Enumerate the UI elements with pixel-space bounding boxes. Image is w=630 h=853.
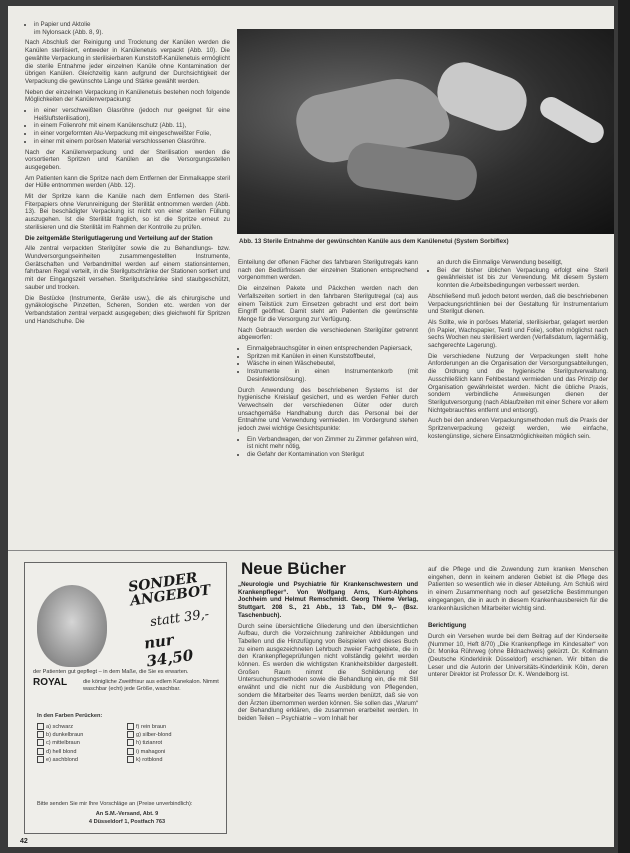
paragraph: Die einzelnen Pakete und Päckchen werden nach den Verfallszeiten sortiert in den fahrbaren Sterilgutregal (ca) aus einem Teilstück zum Einsetzen gebracht und erst dort beim Eingriff geöffnet. Damit steht am Patienten die gewünschte Menge für die Versorgung zur Verfügung. bbox=[238, 285, 418, 323]
books-section-title: Neue Bücher bbox=[241, 559, 346, 578]
book-review: Durch seine übersichtliche Gliederung und den übersichtlichen Aufbau, durch die Vorzeichnung zahlreicher Abbildungen und Tabellen und die Hinzufügung von Beispielen wird dieses Buch zu einem ausgezeichneten Lehrbuch zweier Fachgebiete, die in den Krankenpflegeprüfungen nicht vollständig gelehrt werden können. Es werden die wichtigsten Krankheitsbilder dargestellt. Großen Raum nimmt die Schilderung der Untersuchungsmethoden sowie die Behandlung ein, die mit Stil erwähnt und die nicht nur die Ausbildung von Pflegenden, sondern die Mitarbeiter des Teams werden benützt, daß sie von den Ärzten übernommen werden können. Sie sollen das „Warum“ der Behandlung erklären, die zusammen erarbeitet werden. In beiden Teilen – Psychiatrie – vom Inhalt her bbox=[238, 622, 418, 722]
color-option[interactable]: i) mahagoni bbox=[127, 748, 217, 756]
checkbox[interactable] bbox=[127, 739, 134, 746]
color-option[interactable]: f) rein braun bbox=[127, 723, 217, 731]
list-item: • Einmalgebrauchsgüter in einen entsprechenden Papiersack, bbox=[247, 345, 418, 353]
paragraph: Am Patienten kann die Spritze nach dem Entfernen der Einmalkappe steril der Hülle entnommen werden (Abb. 12). bbox=[25, 174, 230, 190]
book-review-continued: auf die Pflege und die Zuwendung zum kranken Menschen eingehen, denn in keinem anderen Gebiet ist die Pflege des Patienten so wesentlich wie in dieser Abteilung. Am Schluß wird in einem Zusammenhang noch auf gesetzliche Bestimmungen eingegangen, die in auch in diesem Krankenhausbereich für die krankenhäuslichen Mitarbeiter wichtig sind. bbox=[428, 566, 608, 612]
list-item: • Instrumente in einen Instrumentenkorb (mit Desinfektionslösung). bbox=[247, 368, 418, 383]
list-item: an durch die Einmalige Verwendung beseitigt, bbox=[437, 259, 563, 266]
color-options bbox=[37, 723, 217, 764]
ad-headline: SONDER ANGEBOT bbox=[127, 570, 212, 610]
old-price: statt 39,- bbox=[149, 606, 211, 631]
paragraph: Alle zentral verpackten Sterilgüter sowie die zu Behandlungs- bzw. Wundversorgungseinheiten zusammengestellten Instrumente, Gerätschaften und Verbandmittel werden auf einem stationsinternen, fahrbaren Regal verteilt, in die Sterilgutschränke der Stationen sortiert und mit der Eingangszeit versehen. Sterilgutschränke sind staubgeschützt, sauber und trocken. bbox=[25, 245, 230, 291]
brand-name: ROYAL bbox=[33, 677, 68, 688]
checkbox[interactable] bbox=[37, 723, 44, 730]
list-item: • in einem Folienrohr mit einem Kanülenschutz (Abb. 11), bbox=[34, 122, 230, 130]
order-text: Bitte senden Sie mir Ihre Vorschläge an (Preise unverbindlich): bbox=[37, 801, 193, 807]
paragraph: Abschließend muß jedoch betont werden, daß die beschriebenen Verpackungsrichtlinien bei der Gestaltung für Instrumentarium und Sterilgut dienen. bbox=[428, 292, 608, 316]
paragraph: Auch bei den anderen Verpackungsmethoden muß die Praxis der Spritzenverpackung gezeigt werden, wie einfache, kostengünstige, sichere Einsatzmöglichkeiten möglich sein. bbox=[428, 417, 608, 440]
checkbox[interactable] bbox=[127, 748, 134, 755]
list-item: • in einer mit einem porösen Material verschlossenen Glasröhre. bbox=[34, 138, 230, 146]
paragraph: Nach Gebrauch werden die verschiedenen Sterilgüter getrennt abgeworfen: bbox=[238, 326, 418, 342]
color-option[interactable]: c) mittelbraun bbox=[37, 739, 127, 747]
section-heading: Die zeitgemäße Sterilgutlagerung und Verteilung auf der Station bbox=[25, 234, 213, 242]
checkbox[interactable] bbox=[127, 731, 134, 738]
paragraph: Neben der einzelnen Verpackung in Kanülenetuis bestehen noch folgende Möglichkeiten der Kanülenverpackung: bbox=[25, 88, 230, 104]
book-title: „Neurologie und Psychiatrie für Krankenschwestern und Krankenpfleger“. Von Wolfgang Arns, Kurt-Alphons Jochheim und Helmut Remschmidt. Georg Thieme Verlag, Stuttgart. 208 S., 21 Abb., 13 Tab., DM 9,– (Bsz. Taschenbuch). bbox=[238, 581, 418, 619]
paragraph: Die Bestücke (Instrumente, Geräte usw.), die als chirurgische und gynäkologische Pinzetten, Scheren, Sonden etc. werden von der Verbandstation zentral verpackt ausgegeben; dies gleichwohl für Spritzen und Handschuhe. Die bbox=[25, 294, 230, 325]
middle-column bbox=[238, 259, 418, 462]
company-name: An S.M.-Versand, Abt. 9 bbox=[95, 811, 159, 817]
color-option[interactable]: e) aschblond bbox=[37, 756, 127, 764]
photo-cannula-shape bbox=[536, 93, 608, 147]
page-edge-shadow bbox=[618, 0, 630, 853]
list-item: • in einer vorgeformten Alu-Verpackung mit eingeschweißter Folie, bbox=[34, 130, 230, 138]
books-column-right bbox=[428, 566, 608, 682]
list-item: • in einer verschweißten Glasröhre (jedoch nur geeignet für eine Heißluftsterilisation), bbox=[34, 107, 230, 122]
paragraph: Nach Abschluß der Reinigung und Trocknung der Kanülen werden die Kanülen sterilisiert, entweder in Kanülenetuis verpackt (Abb. 10). Die gewählte Verpackung in sterilisierbaren Kunststoff-Kanülenetuis ermöglicht die sterile Entnahme jeder einzelnen Kanüle ohne Kontamination der übrigen Kanülen. Gleichzeitig kann aufgrund der Durchsichtigkeit der Verpackung die gewünschte Länge und Stärke gewählt werden. bbox=[25, 39, 230, 85]
color-option[interactable]: g) silber-blond bbox=[127, 731, 217, 739]
right-column bbox=[428, 259, 608, 443]
list-item: • Spritzen mit Kanülen in einen Kunststoffbeutel, bbox=[247, 353, 418, 361]
list-item: • Bei der bisher üblichen Verpackung erfolgt eine Steril gewährleistet ist bis zur Verwendung. Mit diesem System konnten die Arbeitsbedingungen verbessert werden. bbox=[437, 267, 608, 290]
checkbox[interactable] bbox=[127, 756, 134, 763]
model-photo bbox=[37, 585, 107, 667]
figure-caption: Abb. 13 Sterile Entnahme der gewünschten Kanüle aus dem Kanülenetui (System Sorbiflex) bbox=[239, 238, 509, 245]
paragraph: Nach der Kanülenverpackung und der Sterilisation werden die vorsortierten Spritzen und Kanülen an die Versorgungsstellen ausgegeben. bbox=[25, 148, 230, 171]
color-option[interactable]: k) rotblond bbox=[127, 756, 217, 764]
checkbox[interactable] bbox=[37, 756, 44, 763]
color-option[interactable]: a) schwarz bbox=[37, 723, 127, 731]
left-column bbox=[25, 21, 230, 328]
books-column-left bbox=[238, 581, 418, 726]
figure-photo bbox=[237, 29, 614, 234]
paragraph: Mit der Spritze kann die Kanüle nach dem Entfernen des Steril-Fiterpapiers ohne Verunreinigung der Sterilität entnommen werden (Abb. 13). Bei beschädigter Verpackung ist nicht von einer sterilen Füllung auszugehen. Ist die Sterilität fraglich, so ist die Spritze erneut zu sterilisieren und die Sterilität im Rahmen der Kontrolle zu prüfen. bbox=[25, 193, 230, 231]
color-option[interactable]: b) dunkelbraun bbox=[37, 731, 127, 739]
colors-intro: In den Farben Perücken: bbox=[37, 713, 103, 719]
photo-shadow-shape bbox=[345, 140, 480, 203]
brand-description: die königliche Zweitfrisur aus edlem Kanekalon. Nimmt waschbar (echt) jede Größe, waschbar. bbox=[83, 679, 219, 692]
checkbox[interactable] bbox=[127, 723, 134, 730]
section-divider bbox=[8, 550, 614, 551]
ad-tagline: der Patienten gut gepflegt – in dem Maße, die Sie es erwarten. bbox=[33, 669, 189, 675]
new-price: nur 34,50 bbox=[142, 630, 195, 671]
list-item: • Ein Verbandwagen, der von Zimmer zu Zimmer gefahren wird, ist nicht mehr nötig, bbox=[247, 436, 418, 451]
list-item: • in Papier und Aktolie bbox=[34, 21, 230, 29]
company-address: 4 Düsseldorf 1, Postfach 763 bbox=[88, 819, 166, 825]
wig-advertisement bbox=[24, 562, 227, 834]
list-item: im Nylonsack (Abb. 8, 9). bbox=[34, 28, 104, 36]
list-item: • die Gefahr der Kontamination von Sterilgut bbox=[247, 451, 418, 459]
checkbox[interactable] bbox=[37, 748, 44, 755]
page-number: 42 bbox=[20, 838, 28, 845]
checkbox[interactable] bbox=[37, 731, 44, 738]
paragraph: Einteilung der offenen Fächer des fahrbaren Sterilgutregals kann nach den Bedürfnissen der einzelnen Stationen entsprechend vorgenommen werden. bbox=[238, 259, 418, 282]
magazine-page bbox=[8, 6, 614, 847]
paragraph: Als Sollte, wie in poröses Material, sterilisierbar, gelagert werden (in Papier, Wachspapier, Textil und Folie), sollten möglichst nach sechs Wochen neu sterilisiert werden (Verfallsdatum, lagermäßig, sachgerechte Lagerung). bbox=[428, 318, 608, 350]
correction-heading: Berichtigung bbox=[428, 622, 467, 630]
checkbox[interactable] bbox=[37, 739, 44, 746]
paragraph: Die verschiedene Nutzung der Verpackungen stellt hohe Anforderungen an die Organisation der Versorgungsabteilungen, die Ordnung und die hygienische Sterilgutverwaltung. Ausschließlich kann Fehlbestand vermieden und das Prinzip der Organisation gewährleistet werden. Nicht die übliche Praxis, sondern verbindliche Anweisungen dienen der Sterilgutversorgung (nach Ablaufzeiten mit einer Schere vor allem Nichtgebrauchtes entfernt und entsorgt). bbox=[428, 352, 608, 414]
color-option[interactable]: h) tizianrot bbox=[127, 739, 217, 747]
list-item: • Wäsche in einen Wäschebeutel, bbox=[247, 360, 418, 368]
color-option[interactable]: d) hell blond bbox=[37, 748, 127, 756]
paragraph: Durch Anwendung des beschriebenen Systems ist der hygienische Kreislauf gesichert, und es werden Fehler durch Verwechseln der verschiedenen Güter oder durch unsachgemäße Handhabung durch das Personal bei der Entnahme und Verwendung vermieden. Im Vordergrund stehen jedoch zwei wichtige Gesichtspunkte: bbox=[238, 386, 418, 433]
correction-body: Durch ein Versehen wurde bei dem Beitrag auf der Kinderseite (Nummer 10, Heft 8/70) „Die Krankenpflege im Kindesalter“ von Dr. Monika Rührweg (ohne Bildnachweis) gekürzt. Dr. Kollmann (Deutsche Kinderklinik Düsseldorf) erschienen. Wir bitten die Leser und die Autorin der Universitäts-Kinderklinik Köln, deren unterer Direktor ist Professor Dr. K. Wendelborg ist. bbox=[428, 632, 608, 679]
